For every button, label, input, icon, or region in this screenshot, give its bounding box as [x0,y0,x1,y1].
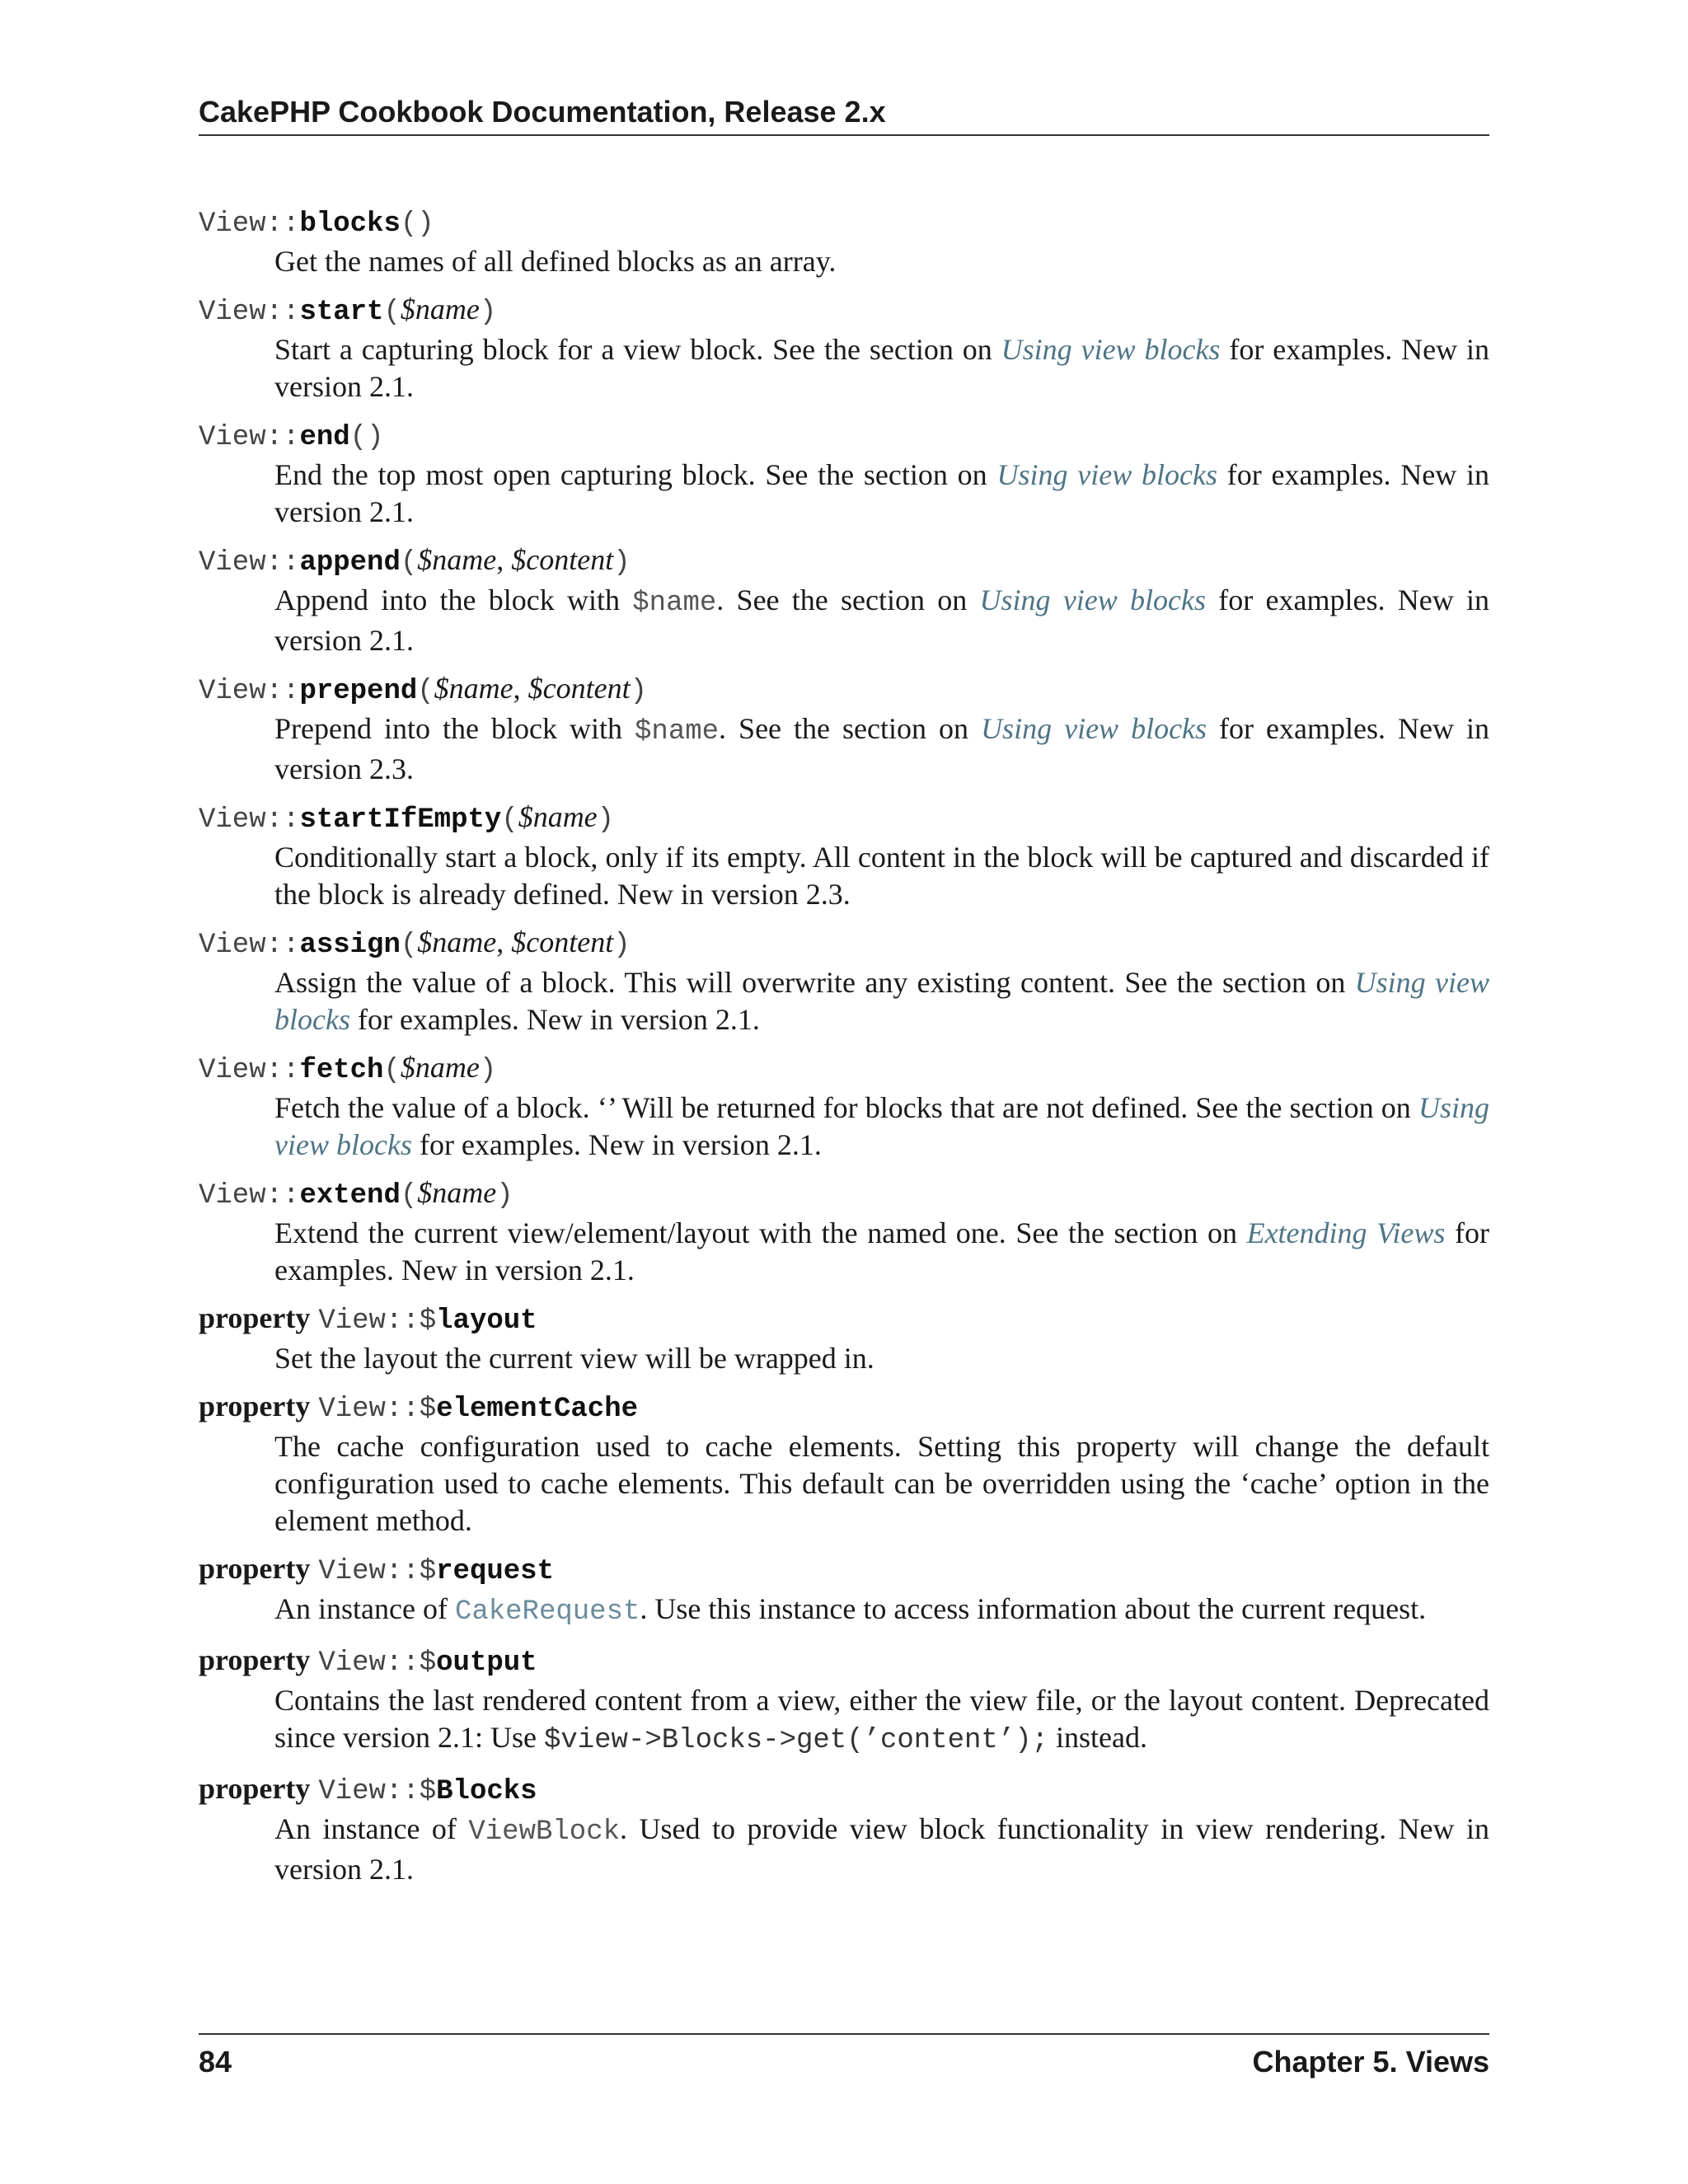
method-description: Prepend into the block with $name. See the section on Using view blocks for examples. New in version 2.3. [274,712,1490,785]
inline-code: $name [632,588,717,619]
method-entry-end [199,416,1489,531]
method-description: Start a capturing block for a view block. See the section on Using view blocks for examples. New in version 2.1. [274,333,1489,403]
using-view-blocks-link[interactable]: Using view blocks [996,458,1217,491]
method-signature: View::assign($name, $content) [199,926,631,961]
property-entry-output [199,1642,1489,1760]
inline-code: $name [635,716,720,748]
property-signature: property View::$request [199,1552,554,1587]
method-signature: View::extend($name) [199,1176,513,1212]
property-description: An instance of ViewBlock. Used to provide view block functionality in view rendering. New in version 2.1. [274,1812,1490,1886]
using-view-blocks-link[interactable]: Using view blocks [274,966,1490,1036]
footer-rule [199,2033,1489,2035]
api-reference-list [199,203,1489,1899]
property-signature: property View::$Blocks [199,1772,537,1807]
using-view-blocks-link[interactable]: Using view blocks [979,583,1207,616]
property-entry-layout [199,1300,1489,1377]
method-signature: View::fetch($name) [199,1051,497,1086]
property-description: Set the layout the current view will be wrapped in. [274,1342,874,1375]
property-signature: property View::$elementCache [199,1390,638,1425]
using-view-blocks-link[interactable]: Using view blocks [981,712,1207,745]
running-header: CakePHP Cookbook Documentation, Release 2.x [199,95,886,129]
method-signature: View::append($name, $content) [199,543,631,579]
method-entry-blocks [199,203,1489,280]
property-description: Contains the last rendered content from a view, either the view file, or the layout content. Deprecated since version 2.1: Use $view->Blocks->get(’content’); instead. [274,1684,1489,1756]
using-view-blocks-link[interactable]: Using view blocks [1001,333,1221,366]
method-entry-fetch [199,1049,1489,1164]
method-description: Assign the value of a block. This will overwrite any existing content. See the section on Using view blocks for examples. New in version 2.1. [274,966,1490,1036]
method-description: Get the names of all defined blocks as an array. [274,245,837,278]
method-description: Extend the current view/element/layout with the named one. See the section on Extending Views for examples. New in version 2.1. [274,1216,1489,1286]
method-signature: View::startIfEmpty($name) [199,800,615,836]
method-entry-extend [199,1174,1489,1289]
method-signature: View::start($name) [199,293,497,328]
property-description: The cache configuration used to cache elements. Setting this property will change the default configuration used to cache elements. This default can be overridden using the ‘cache’ option in the element method. [274,1430,1489,1537]
property-signature: property View::$layout [199,1301,537,1337]
extending-views-link[interactable]: Extending Views [1246,1216,1446,1249]
property-signature: property View::$output [199,1643,537,1679]
method-signature: View::end() [199,422,384,453]
header-rule [199,134,1489,136]
method-entry-prepend [199,670,1489,788]
property-entry-request [199,1550,1489,1631]
inline-code: $view->Blocks->get(’content’); [543,1725,1049,1756]
method-description: End the top most open capturing block. See the section on Using view blocks for examples. New in version 2.1. [274,458,1490,528]
method-description: Conditionally start a block, only if its empty. All content in the block will be captured and discarded if the block is already defined. New in version 2.3. [274,841,1489,911]
method-entry-start [199,291,1489,405]
property-description: An instance of CakeRequest. Use this instance to access information about the current request. [274,1592,1427,1628]
property-entry-blocks [199,1770,1489,1888]
cakerequest-link[interactable]: CakeRequest [454,1596,640,1628]
chapter-title: Chapter 5. Views [1252,2045,1489,2079]
inline-code: ViewBlock [468,1816,621,1848]
method-entry-append [199,541,1489,659]
page-number: 84 [199,2045,232,2079]
method-description: Fetch the value of a block. ‘’ Will be returned for blocks that are not defined. See the section on Using view blocks for examples. New in version 2.1. [274,1091,1489,1161]
property-entry-elementcache [199,1388,1489,1540]
method-signature: View::prepend($name, $content) [199,672,648,707]
method-entry-startifempty [199,799,1489,913]
method-entry-assign [199,924,1489,1038]
using-view-blocks-link[interactable]: Using view blocks [274,1091,1489,1161]
method-signature: View::blocks() [199,209,434,240]
method-description: Append into the block with $name. See the section on Using view blocks for examples. New in version 2.1. [274,583,1489,657]
